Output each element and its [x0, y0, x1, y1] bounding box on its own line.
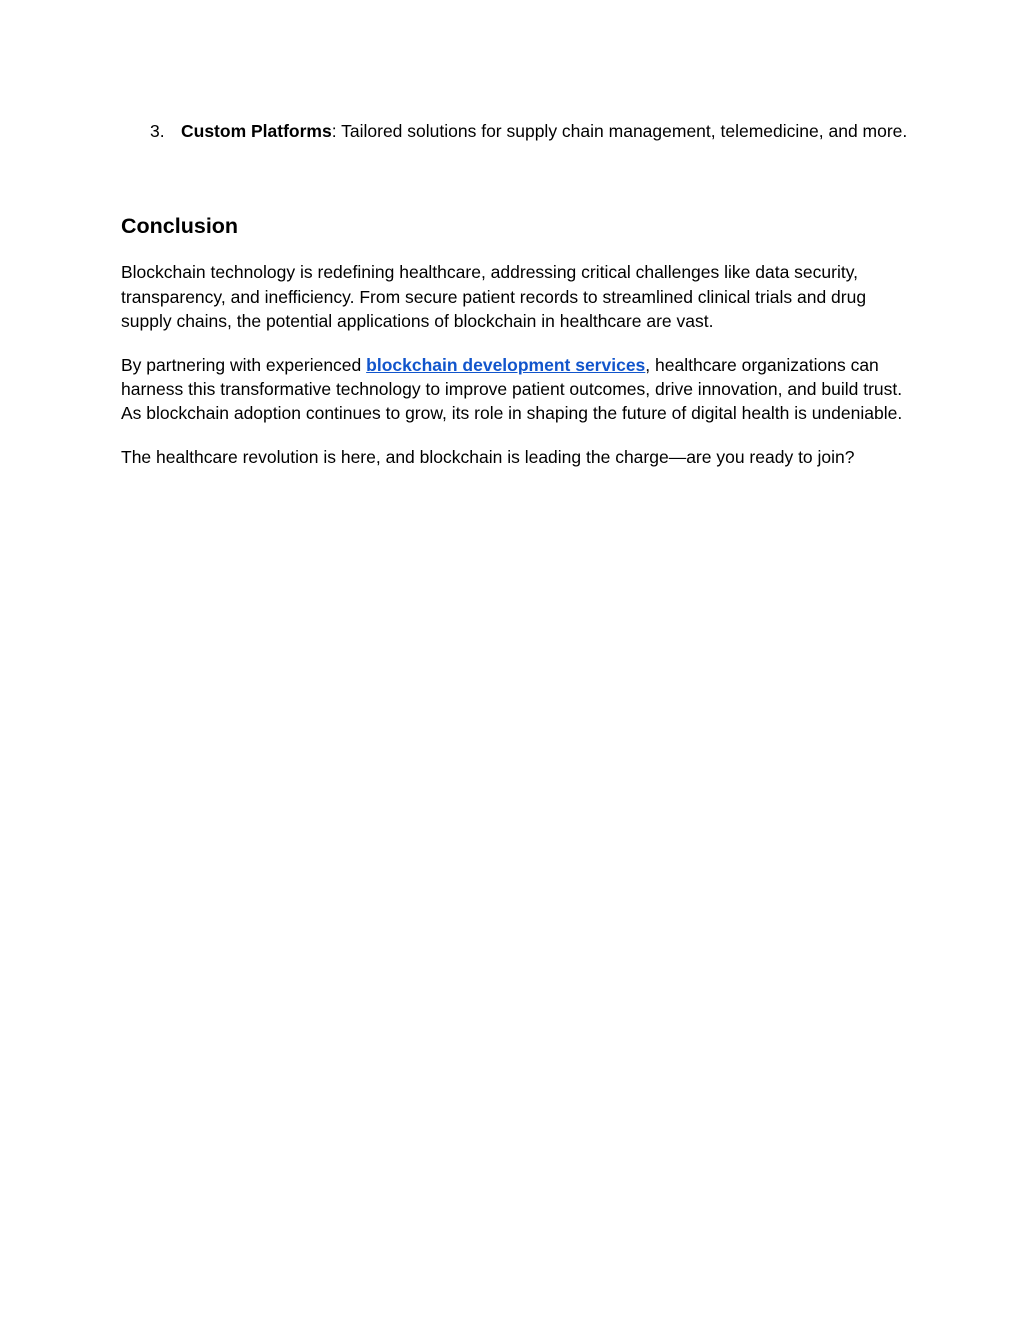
list-item-title: Custom Platforms [181, 121, 332, 141]
blockchain-development-services-link[interactable]: blockchain development services [366, 354, 646, 375]
conclusion-paragraph-2 [121, 353, 911, 426]
list-item-custom-platforms [121, 119, 911, 143]
list-item-description: : Tailored solutions for supply chain management, telemedicine, and more. [331, 121, 908, 141]
paragraph-2-tail-text: , healthcare organizations can harness this transformative technology to improve patient outcomes, drive innovation, and build trust. As blockchain adoption continues to grow, its role in shaping the future of digital health is undeniable. [121, 354, 903, 424]
document-content [121, 119, 911, 469]
conclusion-heading: Conclusion [121, 214, 239, 239]
list-item-number: 3. [150, 121, 165, 141]
conclusion-paragraph-3: The healthcare revolution is here, and blockchain is leading the charge—are you ready to join? [121, 447, 855, 468]
list-item-text [181, 119, 911, 143]
paragraph-2-lead-text: By partnering with experienced [121, 354, 367, 375]
conclusion-paragraph-1: Blockchain technology is redefining healthcare, addressing critical challenges like data security, transparency, and inefficiency. From secure patient records to streamlined clinical trials and drug supply chains, the potential applications of blockchain in healthcare are vast. [121, 262, 867, 331]
